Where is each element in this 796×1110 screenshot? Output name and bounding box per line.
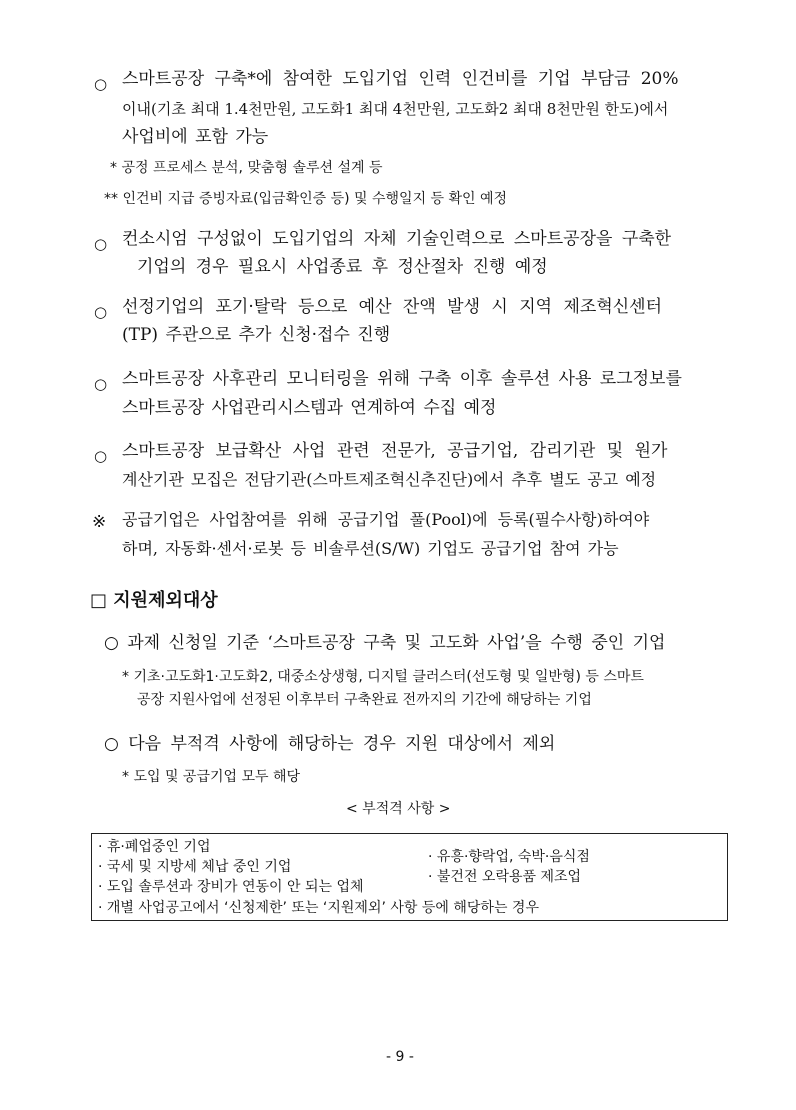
bullet-circle: ○ [94, 235, 108, 253]
section-title: 지원제외대상 [113, 590, 218, 611]
ineligibility-item: · 도입 솔루션과 장비가 연동이 안 되는 업체 [98, 879, 364, 895]
checkbox-square-icon: □ [90, 590, 108, 611]
exclusion-item-1: ○ 과제 신청일 기준 ‘스마트공장 구축 및 고도화 사업’을 수행 중인 기업 [104, 633, 666, 653]
bullet-reference-mark: ※ [92, 512, 107, 532]
item-line: 스마트공장 사후관리 모니터링을 위해 구축 이후 솔루션 사용 로그정보를 [122, 369, 682, 389]
item-line: (TP) 주관으로 추가 신청·접수 진행 [122, 325, 391, 345]
page-number: - 9 - [386, 1049, 414, 1065]
ineligibility-item: · 개별 사업공고에서 ‘신청제한’ 또는 ‘지원제외’ 사항 등에 해당하는 경우 [98, 900, 539, 916]
ineligibility-item: · 휴·폐업중인 기업 [98, 839, 211, 855]
bullet-circle: ○ [94, 375, 108, 393]
item-line: 컨소시엄 구성없이 도입기업의 자체 기술인력으로 스마트공장을 구축한 [122, 229, 672, 249]
ineligibility-item: · 국세 및 지방세 체납 중인 기업 [98, 859, 292, 875]
item-line: 스마트공장 사업관리시스템과 연계하여 수집 예정 [122, 398, 497, 418]
footnote-2: ** 인건비 지급 증빙자료(입금확인증 등) 및 수행일지 등 확인 예정 [104, 191, 508, 207]
item-line: 선정기업의 포기·탈락 등으로 예산 잔액 발생 시 지역 제조혁신센터 [122, 297, 663, 317]
ineligibility-box [91, 833, 728, 921]
exclusion-item-2: ○ 다음 부적격 사항에 해당하는 경우 지원 대상에서 제외 [104, 734, 556, 754]
item-line: 사업비에 포함 가능 [122, 127, 269, 147]
box-caption: < 부적격 사항 > [346, 801, 451, 817]
bullet-circle: ○ [94, 75, 108, 93]
exclusion-note-2: * 도입 및 공급기업 모두 해당 [122, 769, 301, 785]
ineligibility-item: · 유흥·향락업, 숙박·음식점 [428, 849, 590, 865]
exclusion-note-1a: * 기초·고도화1·고도화2, 대중소상생형, 디지털 클러스터(선도형 및 일반형) 등 스마트 [122, 669, 644, 685]
section-heading [90, 586, 218, 612]
ineligibility-item: · 불건전 오락용품 제조업 [428, 869, 582, 885]
item-line: 공급기업은 사업참여를 위해 공급기업 풀(Pool)에 등록(필수사항)하여야 [122, 510, 650, 529]
item-line: 이내(기초 최대 1.4천만원, 고도화1 최대 4천만원, 고도화2 최대 8천만원 한도)에서 [122, 100, 669, 118]
item-line: 하며, 자동화·센서·로봇 등 비솔루션(S/W) 기업도 공급기업 참여 가능 [122, 539, 619, 558]
footnote-1: * 공정 프로세스 분석, 맞춤형 솔루션 설계 등 [110, 160, 383, 176]
item-line: 기업의 경우 필요시 사업종료 후 정산절차 진행 예정 [137, 257, 548, 277]
item-line: 계산기관 모집은 전담기관(스마트제조혁신추진단)에서 추후 별도 공고 예정 [122, 470, 657, 489]
item-line: 스마트공장 보급확산 사업 관련 전문가, 공급기업, 감리기관 및 원가 [122, 441, 668, 461]
bullet-circle: ○ [94, 447, 108, 465]
bullet-circle: ○ [94, 303, 108, 321]
item-line: 스마트공장 구축*에 참여한 도입기업 인력 인건비를 기업 부담금 20% [122, 69, 679, 89]
exclusion-note-1b: 공장 지원사업에 선정된 이후부터 구축완료 전까지의 기간에 해당하는 기업 [137, 692, 592, 708]
